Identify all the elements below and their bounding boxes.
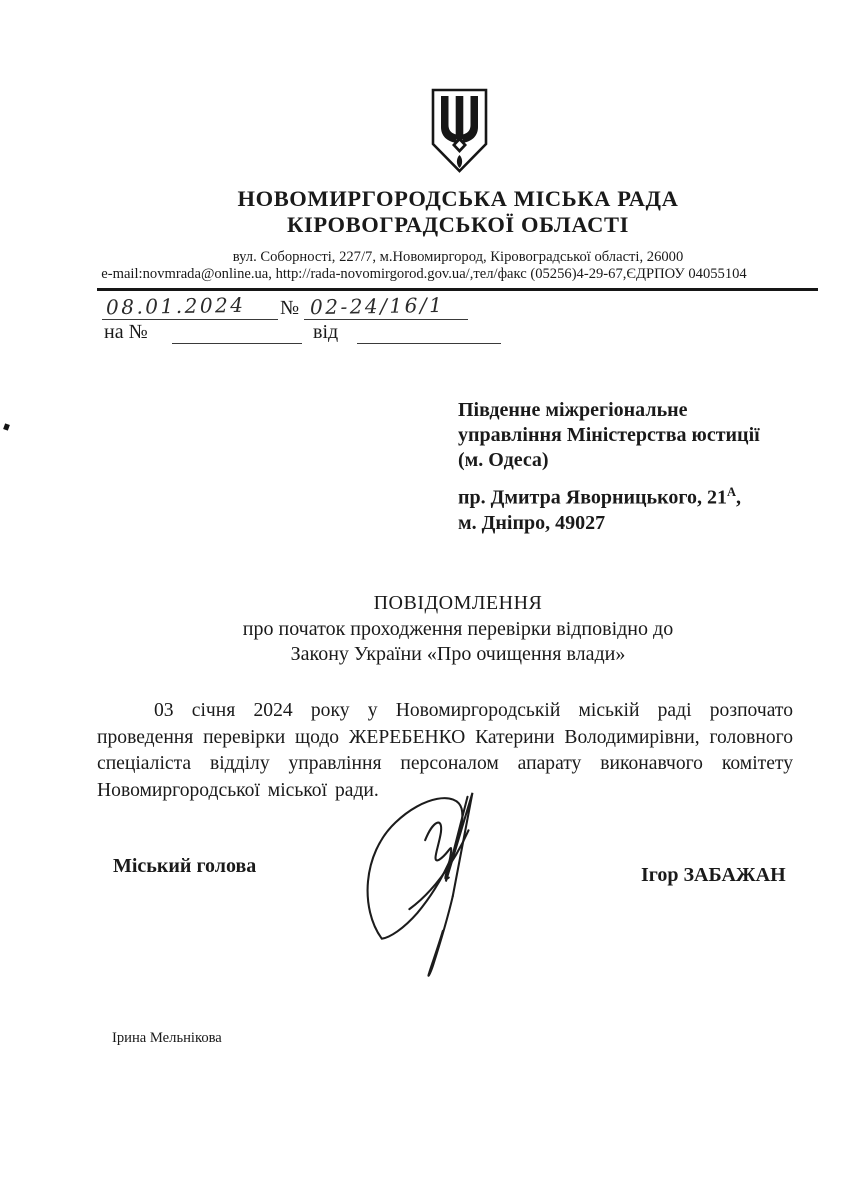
- header-divider-rule: [97, 288, 818, 291]
- incoming-date-label: від: [313, 321, 339, 343]
- outgoing-date-handwritten: 08.01.2024: [105, 292, 246, 320]
- handwritten-signature: [352, 783, 519, 985]
- org-contacts-line: e-mail:novmrada@online.ua, http://rada-novomirgorod.gov.ua/,тел/факс (05256)4-29-67,ЄДРПОУ 04055104: [101, 266, 747, 282]
- outgoing-number-handwritten: 02-24/16/1: [309, 292, 445, 320]
- number-sign-label: №: [280, 297, 300, 319]
- body-paragraph: 03 січня 2024 року у Новомиргородській міській раді розпочато проведення перевірки щодо ЖЕРЕБЕНКО Катерини Володимирівни, головного спеціаліста відділу управління персоналом апарату виконавчого комітету Новомиргородської міської ради.: [97, 700, 793, 801]
- org-name-line1: НОВОМИРГОРОДСЬКА МІСЬКА РАДА: [237, 186, 679, 211]
- incoming-date-blank-line: [357, 321, 501, 344]
- notice-subtitle-line1: про початок проходження перевірки відповідно до: [242, 618, 674, 640]
- recipient-line2: управління Міністерства юстиції: [458, 424, 760, 446]
- recipient-city-line: м. Дніпро, 49027: [458, 511, 606, 534]
- recipient-street-line: пр. Дмитра Яворницького, $21^А$,: [458, 485, 741, 509]
- outgoing-number-field: [304, 294, 468, 320]
- outgoing-date-field: [102, 294, 278, 320]
- org-address-line: вул. Соборності, 227/7, м.Новомиргород, Кіровоградської області, 26000: [232, 249, 684, 265]
- recipient-block: [458, 398, 788, 536]
- notice-title: ПОВІДОМЛЕННЯ: [373, 592, 543, 614]
- recipient-line3: (м. Одеса): [458, 449, 549, 471]
- recipient-line1: Південне міжрегіональне: [458, 399, 688, 421]
- org-name-line2: КІРОВОГРАДСЬКОЇ ОБЛАСТІ: [287, 212, 629, 237]
- signer-name: Ігор ЗАБАЖАН: [641, 864, 786, 886]
- incoming-number-blank-line: [172, 321, 302, 344]
- incoming-number-label: на №: [104, 321, 148, 343]
- signer-position-title: Міський голова: [113, 855, 257, 877]
- executor-name: Ірина Мельнікова: [112, 1030, 222, 1046]
- street-superscript: А: [726, 485, 736, 499]
- trident-emblem-icon: [429, 87, 490, 175]
- scan-speck-artifact: [3, 423, 10, 430]
- notice-subtitle-line2: Закону України «Про очищення влади»: [290, 643, 626, 665]
